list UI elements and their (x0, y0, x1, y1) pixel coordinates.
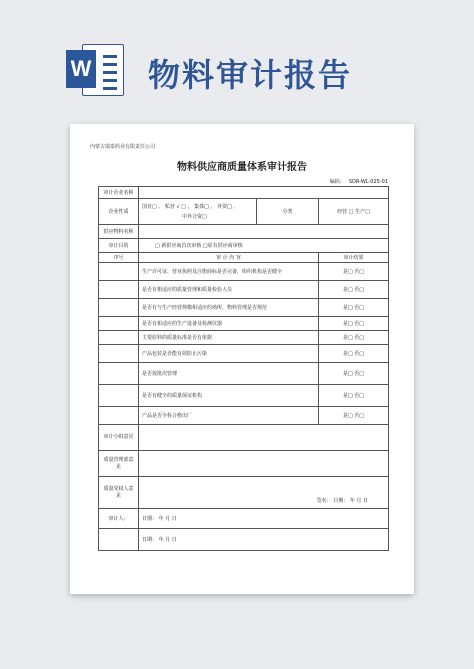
auditor-label: 审计人： (99, 509, 139, 529)
item-content: 产品是否全检合格出厂 (139, 407, 319, 425)
table-row (99, 299, 389, 317)
material-name-value[interactable] (139, 225, 389, 239)
nature-row (99, 199, 389, 225)
item-no (99, 345, 139, 363)
item-no (99, 385, 139, 407)
table-row (99, 407, 389, 425)
header-content: 审 计 内 容 (139, 253, 319, 263)
code-value: SOR-WL-025-01 (348, 179, 388, 185)
auditor-row (99, 509, 389, 529)
qa-signature-line[interactable]: 签名： 日期： 年 月 日 (139, 477, 389, 509)
item-result[interactable]: 是□ 否□ (319, 331, 389, 345)
table-row (99, 317, 389, 331)
supplier-name-row (99, 187, 389, 199)
supplier-name-label: 审计企业名称 (99, 187, 139, 199)
qa-row (99, 477, 389, 509)
audit-form-table (98, 186, 389, 551)
item-result[interactable]: 是□ 否□ (319, 263, 389, 281)
item-content: 是否有健全的质量保证机构 (139, 385, 319, 407)
item-content: 是否有相适应的生产设备及检测仪器 (139, 317, 319, 331)
purpose-options[interactable]: □ 新供应商首次审核 □原有供应商审核 (139, 239, 389, 253)
category-label: 分类 (257, 199, 319, 225)
auditor-date-line[interactable]: 日期： 年 月 日 (139, 509, 389, 529)
item-result[interactable]: 是□ 否□ (319, 407, 389, 425)
table-row (99, 331, 389, 345)
table-row (99, 363, 389, 385)
document-code (326, 178, 388, 185)
final-blank-cell (99, 529, 139, 551)
word-letter-tile: W (66, 50, 96, 88)
table-row (99, 385, 389, 407)
item-content: 是否按批次管理 (139, 363, 319, 385)
item-no (99, 263, 139, 281)
item-content: 生产许可证、营业执照及注册商标是否完备，组织机构是否健全 (139, 263, 319, 281)
table-row (99, 345, 389, 363)
company-name: 内蒙古瑞泰药业有限责任公司 (90, 144, 156, 150)
item-no (99, 281, 139, 299)
qm-opinion[interactable] (139, 451, 389, 477)
item-result[interactable]: 是□ 否□ (319, 345, 389, 363)
audit-group-opinion[interactable] (139, 425, 389, 451)
table-row (99, 281, 389, 299)
document-sheet (70, 124, 414, 594)
material-name-row (99, 225, 389, 239)
table-row (99, 263, 389, 281)
item-result[interactable]: 是□ 否□ (319, 281, 389, 299)
qm-label: 质量管理部意见 (99, 451, 139, 477)
banner-title: 物料审计报告 (148, 56, 353, 94)
category-options[interactable]: 经营 □ 生产□ (319, 199, 389, 225)
item-result[interactable]: 是□ 否□ (319, 363, 389, 385)
item-result[interactable]: 是□ 否□ (319, 385, 389, 407)
item-content: 主要原料的质量标准是否有依据 (139, 331, 319, 345)
item-content: 是否有相适应的质量管理和质量检验人员 (139, 281, 319, 299)
item-no (99, 299, 139, 317)
nature-options-line2: 中外合资□ (182, 213, 207, 220)
banner (0, 0, 474, 118)
word-document-icon (66, 40, 122, 98)
nature-options-line1: 国有□ 、 私营 √ □ 、 集体□ 、 外资□ 、 (142, 203, 239, 210)
final-date-line[interactable]: 日期： 年 月 日 (139, 529, 389, 551)
header-result: 审计结果 (319, 253, 389, 263)
audit-group-row (99, 425, 389, 451)
item-result[interactable]: 是□ 否□ (319, 299, 389, 317)
item-content: 是否有与生产经营规模相适应的场所，物料管理是否规范 (139, 299, 319, 317)
item-no (99, 317, 139, 331)
qm-row (99, 451, 389, 477)
item-no (99, 407, 139, 425)
item-no (99, 363, 139, 385)
header-no: 序号 (99, 253, 139, 263)
material-name-label: 供应物料名称 (99, 225, 139, 239)
code-label: 编码： (329, 179, 345, 185)
nature-label: 企业性质 (99, 199, 139, 225)
items-header-row (99, 253, 389, 263)
supplier-name-value[interactable] (139, 187, 389, 199)
item-no (99, 331, 139, 345)
purpose-label: 审计目的 (99, 239, 139, 253)
purpose-row (99, 239, 389, 253)
final-date-row (99, 529, 389, 551)
audit-group-label: 审计小组意见 (99, 425, 139, 451)
nature-options[interactable] (139, 199, 257, 225)
item-content: 产品包装是否能有效防止污染 (139, 345, 319, 363)
item-result[interactable]: 是□ 否□ (319, 317, 389, 331)
document-title: 物料供应商质量体系审计报告 (177, 162, 307, 173)
qa-label: 质量受权人意见 (99, 477, 139, 509)
